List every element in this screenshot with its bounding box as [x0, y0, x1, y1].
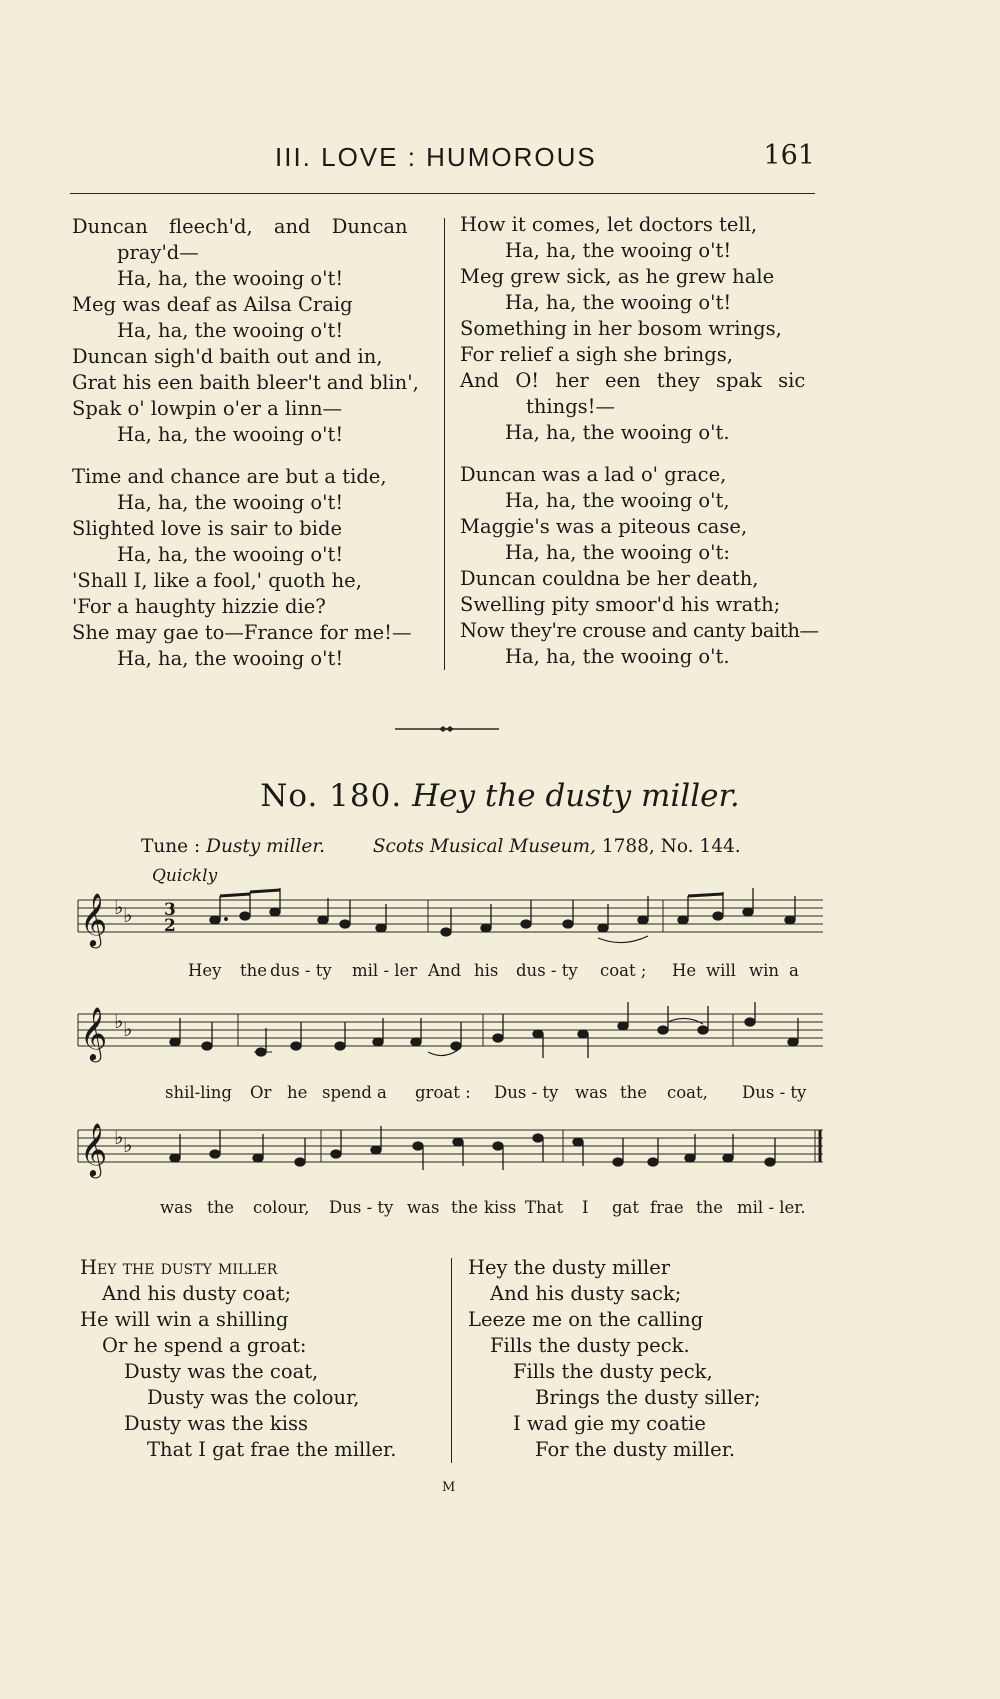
stanza: [460, 212, 820, 446]
verse-line: Something in her bosom wrings,: [460, 317, 782, 340]
verse-line: Ha, ha, the wooing o't!: [505, 239, 732, 262]
lyric-syllable: the: [240, 961, 268, 980]
lyric-syllable: groat :: [415, 1083, 471, 1102]
verse-line: Dusty was the coat,: [124, 1360, 319, 1383]
verse-line: Ha, ha, the wooing o't.: [505, 421, 730, 444]
verse-line: For relief a sigh she brings,: [460, 343, 733, 366]
verse-line: Dusty was the colour,: [147, 1386, 360, 1409]
verse-line: I wad gie my coatie: [513, 1412, 706, 1435]
verse-line: 'Shall I, like a fool,' quoth he,: [72, 569, 362, 592]
verse-line: That I gat frae the miller.: [147, 1438, 397, 1461]
verse-line: Ha, ha, the wooing o't,: [505, 489, 730, 512]
verse-line: Hey the dusty miller: [468, 1256, 671, 1279]
tempo-marking: Quickly: [152, 866, 218, 886]
verse-line: Grat his een baith bleer't and blin',: [72, 371, 419, 394]
lyric-syllable: coat,: [667, 1083, 708, 1102]
verse-line: Fills the dusty peck,: [513, 1360, 713, 1383]
verse-line: Ha, ha, the wooing o't!: [117, 267, 344, 290]
svg-text:♭: ♭: [123, 1017, 133, 1041]
lyric-syllable: He: [672, 961, 697, 980]
verse-line: Ha, ha, the wooing o't!: [117, 423, 344, 446]
verse-line: Brings the dusty siller;: [535, 1386, 761, 1409]
lyric-syllable: And: [428, 961, 462, 980]
lyric-syllable: frae: [650, 1198, 684, 1217]
lyric-syllable: will: [706, 961, 736, 980]
lyric-syllable: was: [575, 1083, 608, 1102]
song-number: No. 180.: [260, 778, 403, 814]
lyric-syllable: Dus - ty: [742, 1083, 807, 1102]
lyric-syllable: the: [620, 1083, 648, 1102]
lyric-syllable: Dus - ty: [329, 1198, 394, 1217]
song-text-left: [80, 1255, 440, 1463]
verse-line: Duncan sigh'd baith out and in,: [72, 345, 383, 368]
svg-text:♭: ♭: [123, 903, 133, 927]
lyric-syllable: the: [696, 1198, 724, 1217]
verse-line: And his dusty coat;: [102, 1282, 292, 1305]
signature-mark: M: [442, 1480, 456, 1495]
lyric-syllable: kiss: [484, 1198, 517, 1217]
section-ornament: [395, 726, 499, 732]
lyric-syllable: gat: [612, 1198, 640, 1217]
lyric-syllable: spend: [322, 1083, 372, 1102]
poem-left-column: [72, 214, 432, 688]
tune-name: Dusty miller.: [206, 836, 326, 857]
running-header: [70, 142, 815, 182]
tune-source-detail: 1788, No. 144.: [601, 836, 741, 857]
lyric-syllable: shil-ling: [165, 1083, 232, 1102]
verse-line: Duncan fleech'd, and Duncan: [72, 215, 408, 238]
verse-line: Dusty was the kiss: [124, 1412, 308, 1435]
lyric-syllable: Or: [250, 1083, 272, 1102]
verse-line: Or he spend a groat:: [102, 1334, 307, 1357]
lyric-syllable: a: [377, 1083, 387, 1102]
verse-line: Slighted love is sair to bide: [72, 517, 343, 540]
svg-text:2: 2: [164, 916, 176, 936]
tune-source: Scots Musical Museum,: [372, 836, 596, 857]
verse-line: Swelling pity smoor'd his wrath;: [460, 593, 781, 616]
verse-line: Ha, ha, the wooing o't!: [117, 319, 344, 342]
lyric-syllable: he: [287, 1083, 308, 1102]
lyric-syllable: was: [407, 1198, 440, 1217]
svg-text:♭: ♭: [114, 1009, 124, 1033]
verse-line: For the dusty miller.: [535, 1438, 736, 1461]
verse-line: Ha, ha, the wooing o't!: [117, 491, 344, 514]
verse-line: She may gae to—France for me!—: [72, 621, 412, 644]
verse-line: How it comes, let doctors tell,: [460, 213, 758, 236]
verse-line: Meg grew sick, as he grew hale: [460, 265, 775, 288]
lyric-syllable: dus - ty: [516, 961, 578, 980]
stanza: [460, 462, 820, 670]
lyric-syllable: win: [749, 961, 780, 980]
verse-line: Ha, ha, the wooing o't:: [505, 541, 730, 564]
svg-text:♭: ♭: [114, 895, 124, 919]
song-text-right: [468, 1255, 828, 1463]
lyric-syllable: the: [207, 1198, 235, 1217]
verse-line: 'For a haughty hizzie die?: [72, 595, 326, 618]
verse-line: He will win a shilling: [80, 1308, 289, 1331]
stanza: [72, 464, 432, 672]
verse-line: Ha, ha, the wooing o't!: [117, 647, 344, 670]
verse-line: [80, 1255, 440, 1281]
verse-line: Duncan was a lad o' grace,: [460, 463, 727, 486]
verse-line: Now they're crouse and canty baith—: [460, 619, 819, 642]
verse-line: Ha, ha, the wooing o't!: [117, 543, 344, 566]
lyric-syllable: I: [582, 1198, 589, 1217]
section-title: III. LOVE : HUMOROUS: [275, 142, 597, 172]
song-title: Hey the dusty miller.: [412, 778, 740, 814]
page-number: 161: [763, 140, 815, 171]
verse-line: pray'd—: [117, 241, 199, 264]
verse-line: Ha, ha, the wooing o't!: [505, 291, 732, 314]
lyric-syllable: mil - ler: [352, 961, 418, 980]
verse-line: And O! her een they spak sic: [460, 369, 806, 392]
svg-text:𝄞: 𝄞: [80, 1006, 108, 1060]
svg-text:♭: ♭: [123, 1133, 133, 1157]
svg-text:♭: ♭: [114, 1125, 124, 1149]
verse-line-text: Hey the dusty miller: [80, 1256, 278, 1279]
music-staff-1: [78, 888, 823, 948]
verse-line: Maggie's was a piteous case,: [460, 515, 748, 538]
svg-text:𝄞: 𝄞: [80, 1122, 108, 1176]
lyric-syllable: That: [525, 1198, 564, 1217]
music-staff-2: [78, 1002, 823, 1062]
column-divider: [444, 218, 445, 670]
poem-right-column: [460, 212, 820, 686]
verse-line: Meg was deaf as Ailsa Craig: [72, 293, 353, 316]
column-divider: [451, 1258, 452, 1463]
verse-line: Leeze me on the calling: [468, 1308, 704, 1331]
lyric-syllable: Hey: [188, 961, 222, 980]
lyric-syllable: colour,: [253, 1198, 310, 1217]
header-rule: [70, 193, 815, 194]
verse-line: Duncan couldna be her death,: [460, 567, 759, 590]
lyric-syllable: his: [474, 961, 499, 980]
stanza: [72, 214, 432, 448]
lyric-syllable: mil - ler.: [737, 1198, 806, 1217]
lyric-syllable: dus - ty: [270, 961, 332, 980]
verse-line: Time and chance are but a tide,: [72, 465, 387, 488]
tune-label: Tune :: [141, 836, 201, 857]
tune-line: [141, 836, 741, 857]
lyric-syllable: coat ;: [600, 961, 647, 980]
lyric-syllable: was: [160, 1198, 193, 1217]
verse-line: Spak o' lowpin o'er a linn—: [72, 397, 343, 420]
lyric-syllable: Dus - ty: [494, 1083, 559, 1102]
song-heading: [0, 778, 1000, 814]
verse-line: things!—: [526, 395, 616, 418]
svg-text:3: 3: [164, 900, 176, 920]
music-staff-3: [78, 1118, 823, 1178]
verse-line: And his dusty sack;: [490, 1282, 682, 1305]
svg-text:𝄞: 𝄞: [80, 892, 108, 946]
verse-line: Ha, ha, the wooing o't.: [505, 645, 730, 668]
verse-line: Fills the dusty peck.: [490, 1334, 690, 1357]
lyric-syllable: a: [789, 961, 799, 980]
lyric-syllable: the: [451, 1198, 479, 1217]
